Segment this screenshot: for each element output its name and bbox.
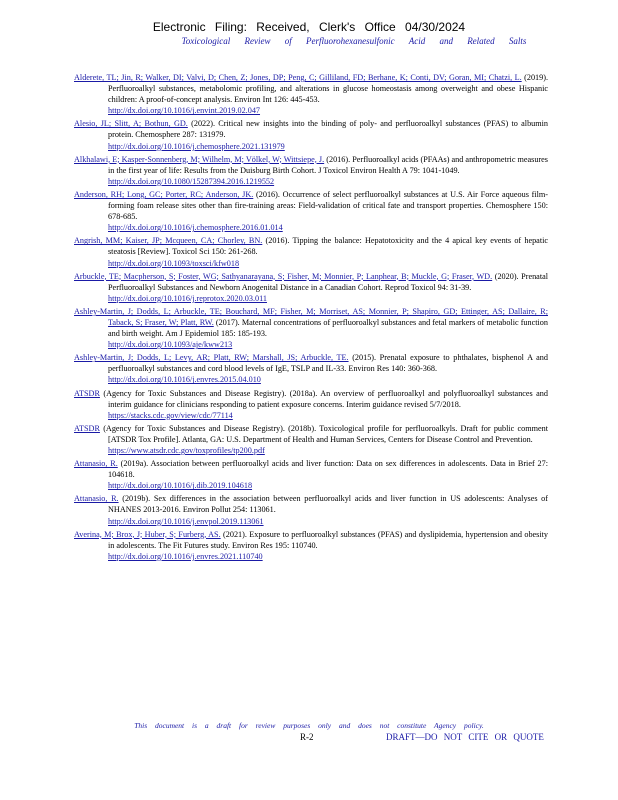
reference-author[interactable]: Averina, M; Brox, J; Huber, S; Furberg, AS.	[74, 529, 221, 539]
reference-text: (Agency for Toxic Substances and Disease Registry). (2018b). Toxicological profile for perfluoroalkyls. Draft for public comment [ATSDR Tox Profile]. Atlanta, GA: U.S. Department of Health and Human Services, Centers for Disease Control and Prevention.	[103, 423, 548, 444]
page-footer	[0, 721, 618, 746]
reference-author[interactable]: Attanasio, R.	[74, 459, 118, 469]
reference-link[interactable]: http://dx.doi.org/10.1093/toxsci/kfw018	[108, 258, 240, 268]
reference-link[interactable]: https://stacks.cdc.gov/view/cdc/77114	[108, 410, 233, 420]
reference-link[interactable]: http://dx.doi.org/10.1016/j.envint.2019.02.047	[108, 106, 261, 116]
reference-text: (2022). Critical new insights into the binding of poly- and perfluoroalkyl substances (PFAS) to albumin protein. Chemosphere 287: 131979.	[108, 119, 548, 140]
reference-link[interactable]: http://dx.doi.org/10.1016/j.envpol.2019.113061	[108, 516, 264, 526]
reference-author[interactable]: Anderson, RH; Long, GC; Porter, RC; Anderson, JK.	[74, 189, 254, 199]
reference-item	[74, 154, 548, 187]
reference-author[interactable]: Attanasio, R.	[74, 494, 119, 504]
reference-text: (Agency for Toxic Substances and Disease Registry). (2018a). An overview of perfluoroalkyl and polyfluoroalkyl substances and interim guidance for clinicians responding to patient exposure concerns. Interim guidance revised 5/7/2018.	[103, 388, 548, 409]
reference-item	[74, 423, 548, 456]
reference-link[interactable]: https://www.atsdr.cdc.gov/toxprofiles/tp200.pdf	[108, 446, 265, 455]
reference-item	[74, 493, 548, 526]
reference-link[interactable]: http://dx.doi.org/10.1016/j.reprotox.2020.03.011	[108, 293, 267, 303]
reference-link[interactable]: http://dx.doi.org/10.1016/j.dib.2019.104618	[108, 481, 253, 491]
reference-author[interactable]: Alesio, JL; Slitt, A; Bothun, GD.	[74, 119, 188, 129]
reference-text: (2019b). Sex differences in the association between perfluoroalkyl acids and liver function in US adolescents: Analyses of NHANES 2013-2016. Environ Pollut 254: 113061.	[108, 494, 549, 515]
filing-stamp: Electronic Filing: Received, Clerk's Office 04/30/2024	[152, 20, 466, 34]
document-subtitle: Toxicological Review of Perfluorohexanesulfonic Acid and Related Salts	[181, 36, 527, 46]
reference-item	[74, 352, 548, 385]
reference-item	[74, 306, 548, 350]
reference-link[interactable]: http://dx.doi.org/10.1093/aje/kww213	[108, 340, 233, 350]
reference-item	[74, 118, 548, 151]
reference-link[interactable]: http://dx.doi.org/10.1016/j.envres.2015.04.010	[108, 375, 261, 385]
reference-text: (2019). Perfluoroalkyl substances, metabolomic profiling, and alterations in glucose homeostasis among overweight and obese Hispanic children: A proof-of-concept analysis. Environ Int 126: 445-453.	[108, 73, 548, 105]
reference-author[interactable]: Alderete, TL; Jin, R; Walker, DI; Valvi, D; Chen, Z; Jones, DP; Peng, C; Gilliland, FD; Berhane, K; Conti, DV; Goran, MI; Chatzi, L.	[74, 73, 522, 82]
reference-text: (2015). Prenatal exposure to phthalates, bisphenol A and perfluoroalkyl substances and cord blood levels of IgE, TSLP and IL-33. Environ Res 140: 360-368.	[108, 353, 548, 374]
reference-link[interactable]: http://dx.doi.org/10.1016/j.chemosphere.2016.01.014	[108, 223, 283, 233]
reference-link[interactable]: http://dx.doi.org/10.1080/15287394.2016.1219552	[108, 176, 275, 186]
reference-author[interactable]: ATSDR	[74, 388, 100, 398]
reference-link[interactable]: http://dx.doi.org/10.1016/j.envres.2021.110740	[108, 551, 263, 561]
reference-author[interactable]: Angrish, MM; Kaiser, JP; Mcqueen, CA; Chorley, BN.	[74, 236, 263, 246]
reference-item	[74, 458, 548, 491]
reference-item	[74, 235, 548, 268]
reference-author[interactable]: ATSDR	[74, 423, 100, 433]
reference-item	[74, 189, 548, 233]
reference-text: (2021). Exposure to perfluoroalkyl substances (PFAS) and dyslipidemia, hypertension and obesity in adolescents. The Fit Futures study. Environ Res 195: 110740.	[108, 529, 548, 550]
footer-line	[0, 732, 618, 746]
reference-text: (2017). Maternal concentrations of perfluoroalkyl substances and fetal markers of metabolic function and birth weight. Am J Epidemiol 185: 185-193.	[108, 317, 548, 339]
reference-author[interactable]: Ashley-Martin, J; Dodds, L; Arbuckle, TE; Bouchard, MF; Fisher, M; Morriset, AS; Monnier, P; Shapiro, GD; Ettinger, AS; Dallaire, R; Taback, S; Fraser, W; Platt, RW.	[74, 306, 548, 327]
page-number: R-2	[300, 732, 314, 742]
reference-link[interactable]: http://dx.doi.org/10.1016/j.chemosphere.2021.131979	[108, 141, 285, 151]
reference-author[interactable]: Arbuckle, TE; Macpherson, S; Foster, WG; Sathyanarayana, S; Fisher, M; Monnier, P; Lanphear, B; Muckle, G; Fraser, WD.	[74, 271, 493, 281]
reference-text: (2020). Prenatal Perfluoroalkyl Substances and Newborn Anogenital Distance in a Canadian Cohort. Reprod Toxicol 94: 31-39.	[108, 271, 549, 292]
draft-notice: DRAFT—DO NOT CITE OR QUOTE	[386, 732, 544, 742]
reference-author[interactable]: Alkhalawi, E; Kasper-Sonnenberg, M; Wilhelm, M; Völkel, W; Wittsiepe, J.	[74, 154, 325, 164]
reference-text: (2016). Occurrence of select perfluoroalkyl substances at U.S. Air Force aqueous film-forming foam release sites other than fire-training areas: Field-validation of critical fate and transport properties. Chemosphere 150: 678-685.	[108, 189, 549, 222]
reference-item	[74, 388, 548, 421]
reference-item	[74, 72, 548, 116]
draft-disclaimer: This document is a draft for review purposes only and does not constitute Agency policy.	[134, 721, 484, 730]
reference-item	[74, 271, 548, 304]
reference-list	[74, 72, 548, 564]
page-header	[0, 20, 618, 46]
reference-text: (2016). Tipping the balance: Hepatotoxicity and the 4 apical key events of hepatic steatosis [Review]. Toxicol Sci 150: 261-268.	[108, 236, 549, 257]
reference-author[interactable]: Ashley-Martin, J; Dodds, L; Levy, AR; Platt, RW; Marshall, JS; Arbuckle, TE.	[74, 353, 349, 363]
reference-text: (2019a). Association between perfluoroalkyl acids and liver function: Data on sex differences in adolescents. Data in Brief 27: 104618.	[108, 459, 548, 480]
reference-item	[74, 529, 548, 562]
reference-text: (2016). Perfluoroalkyl acids (PFAAs) and anthropometric measures in the first year of life: Results from the Duisburg Birth Cohort. J Toxicol Environ Health A 79: 1041-1049.	[108, 154, 548, 175]
